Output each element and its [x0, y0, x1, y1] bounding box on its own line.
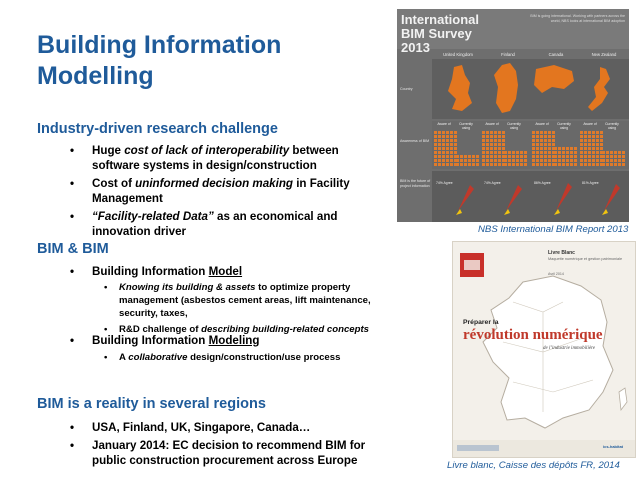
bim-modeling-sublist: [104, 351, 409, 367]
country-canada: Canada: [548, 52, 564, 57]
cover-revolution: révolution numérique: [463, 327, 603, 343]
list-item: • R&D challenge of describing building-related concepts: [104, 324, 370, 335]
bim-list-modeling: [70, 333, 382, 351]
canada-agree-pct: 86% Agree: [534, 181, 551, 185]
rocket-icon: [504, 185, 522, 215]
row-label-country: Country: [400, 87, 413, 91]
cover-subtitle: Maquette numérique et gestion patrimoniale: [548, 257, 623, 261]
survey-caption: NBS International BIM Report 2013: [478, 224, 629, 235]
cover-industrie: de l’industrie immobilière: [543, 346, 596, 351]
list-item: • Building Information Modeling: [70, 334, 260, 347]
canada-map-icon: [534, 65, 574, 93]
bim-model-sublist: [104, 281, 409, 339]
rocket-icon: [456, 185, 474, 215]
bim-regions-list: [70, 420, 392, 471]
country-new-zealand: New Zealand: [591, 52, 617, 57]
livre-blanc-caption: Livre blanc, Caisse des dépôts FR, 2014: [447, 460, 620, 471]
bullet: •: [70, 177, 75, 190]
awareness-row: [432, 121, 629, 169]
uk-map-icon: [448, 65, 472, 111]
cover-date: Avril 2014: [548, 272, 564, 276]
using-label: Currently using: [507, 122, 521, 130]
cover-livre-blanc: Livre Blanc: [548, 250, 575, 256]
research-challenge-list: [70, 143, 382, 242]
country-maps-row: [432, 59, 629, 119]
cover-footer-logo: ics-habitat: [603, 444, 624, 449]
rocket-icon: [602, 184, 620, 215]
list-item: • Huge cost of lack of interoperability between software systems in design/construction: [70, 144, 339, 172]
livre-blanc-cover: [452, 241, 636, 458]
bullet: •: [70, 265, 75, 278]
bullet: •: [70, 210, 75, 223]
country-uk: United Kingdom: [443, 52, 473, 57]
bullet: •: [70, 439, 75, 452]
awareness-grid: [602, 151, 625, 166]
aware-label: Aware of: [535, 122, 549, 126]
new-zealand-map-icon: [588, 67, 610, 111]
cover-preparer: Préparer la: [463, 319, 499, 326]
partner-logo: [457, 445, 499, 451]
row-label-awareness: Awareness of BIM: [400, 139, 430, 143]
bullet: •: [70, 421, 75, 434]
aware-label: Aware of: [485, 122, 499, 126]
section-heading-bim: BIM & BIM: [37, 241, 109, 257]
bim-survey-infographic: [397, 9, 629, 222]
country-finland: Finland: [501, 52, 515, 57]
awareness-grid: [554, 147, 577, 166]
row-label-future: BIM is the future of project information: [400, 179, 431, 188]
using-label: Currently using: [459, 122, 473, 130]
awareness-grid: [482, 131, 505, 166]
future-row: [432, 171, 629, 222]
list-item: • Cost of uninformed decision making in Facility Management: [70, 177, 350, 205]
using-label: Currently using: [605, 122, 619, 130]
finland-agree-pct: 74% Agree: [484, 181, 501, 185]
bullet: •: [104, 352, 108, 363]
finland-map-icon: [494, 63, 518, 113]
using-label: Currently using: [557, 122, 571, 130]
aware-label: Aware of: [437, 122, 451, 126]
list-item: • Building Information Model: [70, 265, 243, 278]
model-link[interactable]: Model: [208, 265, 243, 278]
awareness-grid: [456, 155, 479, 166]
awareness-grid: [434, 131, 457, 166]
aware-label: Aware of: [583, 122, 597, 126]
section-heading-research-challenge: Industry-driven research challenge: [37, 121, 278, 137]
cover-footer: [453, 440, 635, 457]
new-zealand-agree-pct: 81% Agree: [582, 181, 599, 185]
slide-title: Building Information Modelling: [37, 31, 282, 90]
awareness-grid: [580, 131, 603, 166]
bullet: •: [104, 282, 108, 293]
rocket-icon: [554, 183, 572, 215]
section-heading-bim-reality: BIM is a reality in several regions: [37, 396, 266, 412]
country-maps: [432, 59, 629, 119]
bim-list-model: [70, 264, 382, 282]
list-item: • “Facility-related Data” as an economical and innovation driver: [70, 210, 338, 238]
awareness-grid: [532, 131, 555, 166]
bullet: •: [104, 324, 108, 335]
rockets: [432, 171, 629, 222]
survey-subtitle: BIM is going international. Working with partners across the world, NBS looks at international BIM adoption: [530, 14, 625, 23]
list-item: • Knowing its building & assets to optimize property management (asbestos cement areas, lift maintenance, security, taxes,: [104, 282, 371, 319]
awareness-grid: [504, 151, 527, 166]
list-item: • January 2014: EC decision to recommend BIM for public construction procurement across Europe: [70, 439, 366, 467]
survey-title: International BIM Survey 2013: [401, 12, 480, 55]
uk-agree-pct: 74% Agree: [436, 181, 453, 185]
bullet: •: [70, 334, 75, 347]
bullet: •: [70, 144, 75, 157]
modeling-link[interactable]: Modeling: [208, 334, 260, 347]
list-item: • A collaborative design/construction/use process: [104, 352, 341, 363]
list-item: • USA, Finland, UK, Singapore, Canada…: [70, 421, 311, 434]
